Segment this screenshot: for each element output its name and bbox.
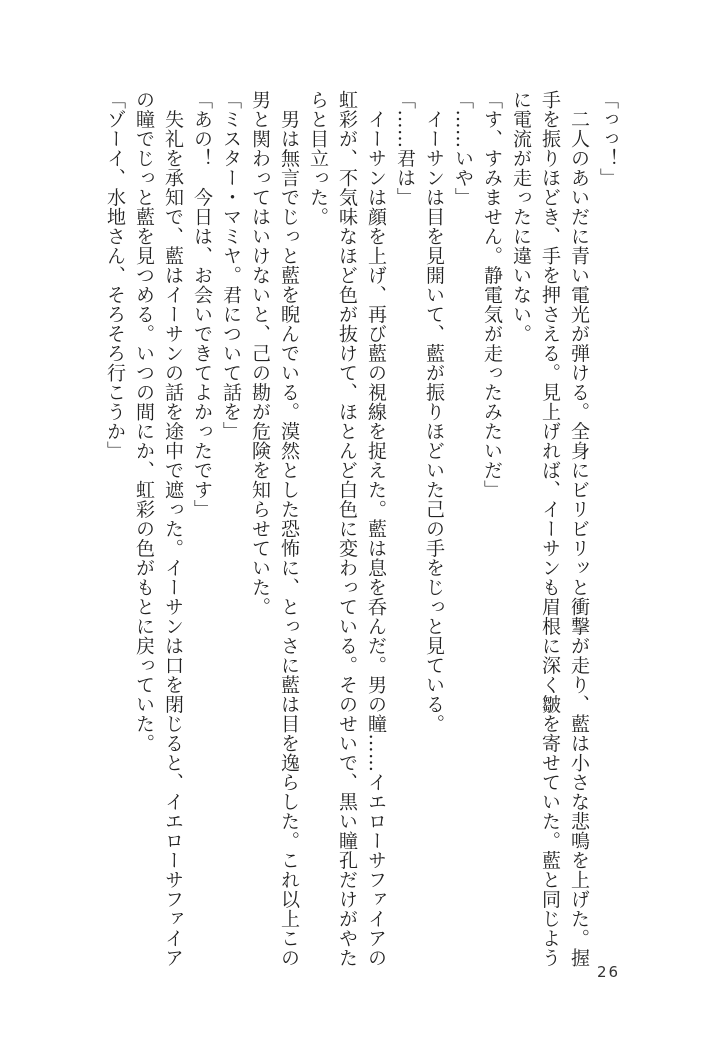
text-line: イーサンは顔を上げ、再び藍の視線を捉えた。藍は息を呑んだ。男の瞳……イエローサファイアの: [365, 90, 387, 968]
text-line: 「……いや」: [452, 90, 474, 207]
text-line: 虹彩が、不気味なほど色が抜けて、ほとんど白色に変わっている。そのせいで、黒い瞳孔だけがやた: [336, 90, 358, 968]
text-line: イーサンは目を見開いて、藍が振りほどいた己の手をじっと見ている。: [423, 90, 445, 734]
text-line: 「っっ！」: [597, 90, 619, 188]
text-line: 男は無言でじっと藍を睨んでいる。漠然とした恐怖に、とっさに藍は目を逸らした。これ以上この: [278, 90, 300, 968]
text-line: らと目立った。: [307, 90, 329, 227]
text-line: に電流が走ったに違いない。: [510, 90, 532, 344]
text-line: 二人のあいだに青い電光が弾ける。全身にビリビリッと衝撃が走り、藍は小さな悲鳴を上げた。握: [568, 90, 590, 968]
text-line: 「ゾーイ、水地さん、そろそろ行こうか」: [104, 90, 126, 461]
vertical-text-body: [102, 90, 622, 970]
text-line: 「ミスター・マミヤ。君について話を」: [220, 90, 242, 441]
text-line: 男と関わってはいけないと、己の勘が危険を知らせていた。: [249, 90, 271, 617]
text-line: の瞳でじっと藍を見つめる。いつの間にか、虹彩の色がもとに戻っていた。: [133, 90, 155, 753]
text-line: 失礼を承知で、藍はイーサンの話を途中で遮った。イーサンは口を閉じると、イエローサファイア: [162, 90, 184, 968]
text-line: 「あの！ 今日は、お会いできてよかったです」: [191, 90, 213, 519]
text-line: 「す、すみません。静電気が走ったみたいだ」: [481, 90, 503, 500]
text-line: 手を振りほどき、手を押さえる。見上げれば、イーサンも眉根に深く皺を寄せていた。藍と同じよう: [539, 90, 561, 968]
page-number: 26: [597, 963, 621, 981]
text-line: 「……君は」: [394, 90, 416, 207]
